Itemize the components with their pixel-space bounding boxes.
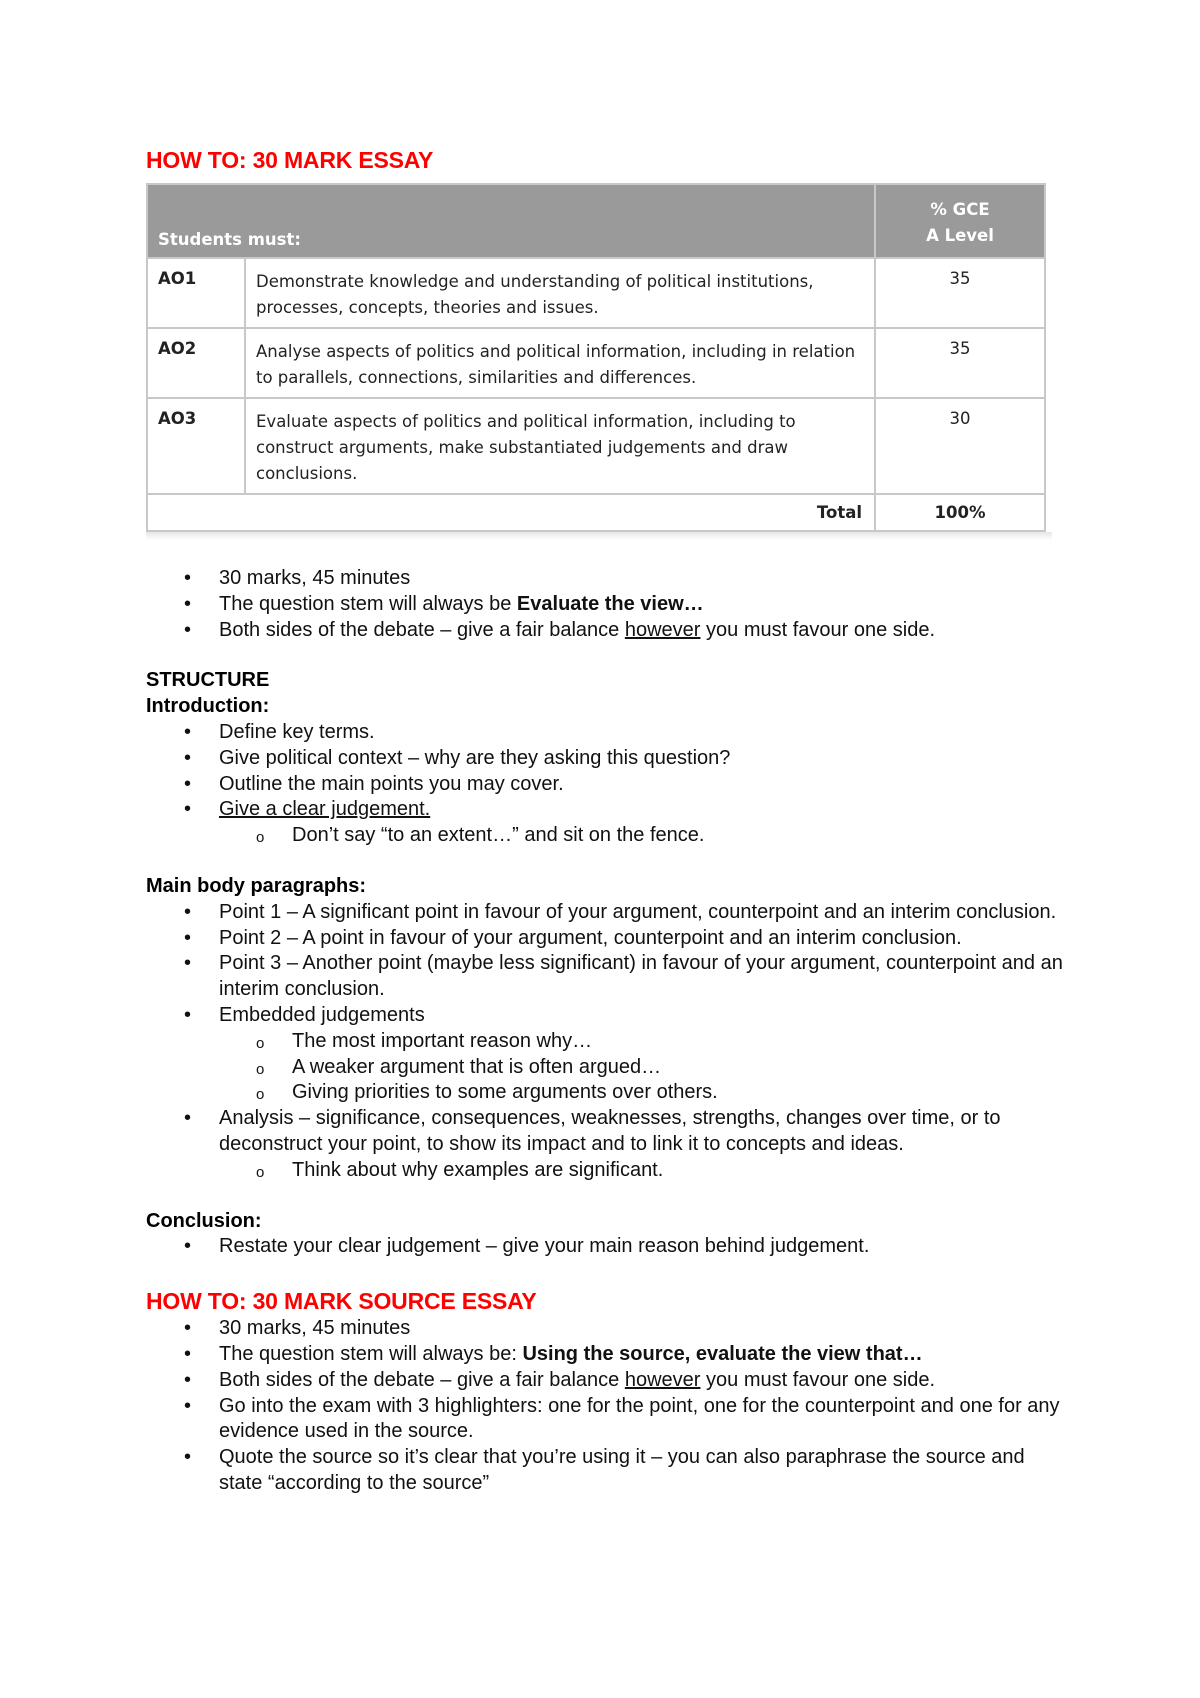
table-header-row bbox=[147, 184, 1045, 258]
question-stem-bold: Evaluate the view… bbox=[516, 592, 704, 615]
ao-code-cell: AO1 bbox=[147, 258, 245, 328]
sub-list-item-text: Think about why examples are significant. bbox=[292, 1158, 664, 1181]
list-item-text: Analysis – significance, consequences, weaknesses, strengths, changes over time, or to deconstruct your point, to show its impact and to link it to concepts and ideas. bbox=[219, 1107, 1001, 1155]
list-item-text: 30 marks, 45 minutes bbox=[219, 567, 411, 589]
sub-list-item-text: Don’t say “to an extent…” and sit on the fence. bbox=[292, 824, 705, 847]
list-item-text: The question stem will always be: bbox=[219, 1342, 523, 1365]
list-item bbox=[146, 1368, 1066, 1394]
list-item bbox=[146, 797, 1066, 849]
table-row bbox=[147, 398, 1045, 494]
table-shadow bbox=[146, 532, 1052, 540]
list-item-text: Define key terms. bbox=[219, 720, 375, 743]
conclusion-list bbox=[146, 1234, 1066, 1260]
underlined-however: however bbox=[624, 618, 701, 641]
ao-percent-cell: 35 bbox=[875, 328, 1045, 398]
ao-code-cell: AO2 bbox=[147, 328, 245, 398]
ao-description-cell: Evaluate aspects of politics and political information, including to construct arguments, make substantiated judgements and draw conclusions. bbox=[245, 398, 875, 494]
ao-description-cell: Analyse aspects of politics and political information, including in relation to parallels, connections, similarities and differences. bbox=[245, 328, 875, 398]
list-item-text: 30 marks, 45 minutes bbox=[219, 1317, 411, 1340]
table-row bbox=[147, 258, 1045, 328]
underlined-however: however bbox=[624, 1368, 701, 1391]
list-item bbox=[146, 1342, 1066, 1368]
ao-description-cell: Demonstrate knowledge and understanding of political institutions, processes, concepts, theories and issues. bbox=[245, 258, 875, 328]
list-item bbox=[146, 772, 1066, 798]
spacer bbox=[146, 849, 1066, 874]
sub-list bbox=[219, 823, 1066, 849]
list-item-text: Both sides of the debate – give a fair balance bbox=[219, 618, 625, 641]
list-item bbox=[146, 746, 1066, 772]
list-item bbox=[146, 720, 1066, 746]
spacer bbox=[146, 1184, 1066, 1209]
essay-heading: HOW TO: 30 MARK ESSAY bbox=[146, 147, 434, 173]
sub-list-item-text: Giving priorities to some arguments over others. bbox=[292, 1081, 718, 1104]
introduction-list bbox=[146, 720, 1066, 849]
source-essay-heading: HOW TO: 30 MARK SOURCE ESSAY bbox=[146, 1288, 537, 1315]
list-item-text: Point 3 – Another point (maybe less significant) in favour of your argument, counterpoint and an interim conclusion. bbox=[219, 952, 1063, 1001]
sub-list bbox=[219, 1029, 1066, 1106]
list-item bbox=[146, 1003, 1066, 1106]
source-question-stem-bold: Using the source, evaluate the view that… bbox=[522, 1342, 923, 1365]
list-item-text: Go into the exam with 3 highlighters: one for the point, one for the counterpoint and one for any evidence used in the source. bbox=[219, 1394, 1060, 1443]
list-item bbox=[146, 1394, 1066, 1446]
list-item-text: Both sides of the debate – give a fair balance bbox=[219, 1368, 625, 1391]
list-item-text: Give political context – why are they asking this question? bbox=[219, 746, 731, 769]
essay-bullet-list bbox=[146, 566, 1066, 643]
list-item bbox=[146, 926, 1066, 952]
list-item-text: Embedded judgements bbox=[219, 1003, 425, 1026]
introduction-label: Introduction: bbox=[146, 695, 270, 718]
ao-code-cell: AO3 bbox=[147, 398, 245, 494]
clear-judgement-underlined: Give a clear judgement. bbox=[219, 798, 431, 821]
total-value: 100% bbox=[875, 494, 1045, 531]
structure-title: STRUCTURE bbox=[146, 669, 270, 692]
list-item-text: Point 2 – A point in favour of your argument, counterpoint and an interim conclusion. bbox=[219, 926, 962, 949]
sub-list-item bbox=[219, 823, 1066, 849]
spacer bbox=[146, 643, 1066, 668]
students-must-header: Students must: bbox=[147, 184, 875, 258]
list-item-text: you must favour one side. bbox=[700, 618, 936, 641]
ao-percent-cell: 30 bbox=[875, 398, 1045, 494]
sub-list-item bbox=[219, 1158, 1066, 1184]
sub-list-item-text: A weaker argument that is often argued… bbox=[292, 1055, 662, 1078]
sub-list-item bbox=[219, 1080, 1066, 1106]
list-item bbox=[146, 900, 1066, 926]
gce-header-line2: A Level bbox=[926, 226, 994, 245]
list-item bbox=[146, 1445, 1066, 1497]
main-body-label: Main body paragraphs: bbox=[146, 874, 367, 897]
list-item-text: Restate your clear judgement – give your main reason behind judgement. bbox=[219, 1235, 870, 1258]
table-total-row bbox=[147, 494, 1045, 531]
gce-percent-header bbox=[875, 184, 1045, 258]
main-body-list bbox=[146, 900, 1066, 1184]
list-item bbox=[146, 951, 1066, 1003]
table-row bbox=[147, 328, 1045, 398]
list-item-text: Outline the main points you may cover. bbox=[219, 772, 564, 795]
list-item bbox=[146, 592, 1066, 618]
list-item-text: The question stem will always be bbox=[219, 592, 517, 615]
list-item bbox=[146, 1316, 1066, 1342]
conclusion-label: Conclusion: bbox=[146, 1209, 262, 1232]
list-item bbox=[146, 1106, 1066, 1183]
ao-percent-cell: 35 bbox=[875, 258, 1045, 328]
list-item bbox=[146, 618, 1066, 644]
assessment-objectives-table bbox=[146, 183, 1046, 532]
sub-list bbox=[219, 1158, 1066, 1184]
document-content bbox=[146, 145, 1066, 1497]
sub-list-item-text: The most important reason why… bbox=[292, 1029, 593, 1052]
list-item-text: Quote the source so it’s clear that you’re using it – you can also paraphrase the source and state “according to the source” bbox=[219, 1446, 1025, 1494]
list-item-text: Point 1 – A significant point in favour of your argument, counterpoint and an interim conclusion. bbox=[219, 900, 1057, 923]
source-essay-list bbox=[146, 1316, 1066, 1497]
sub-list-item bbox=[219, 1055, 1066, 1081]
gce-header-line1: % GCE bbox=[930, 200, 990, 219]
sub-list-item bbox=[219, 1029, 1066, 1055]
list-item bbox=[146, 1234, 1066, 1260]
list-item-text: you must favour one side. bbox=[700, 1368, 936, 1391]
total-label: Total bbox=[147, 494, 875, 531]
list-item bbox=[146, 566, 1066, 592]
